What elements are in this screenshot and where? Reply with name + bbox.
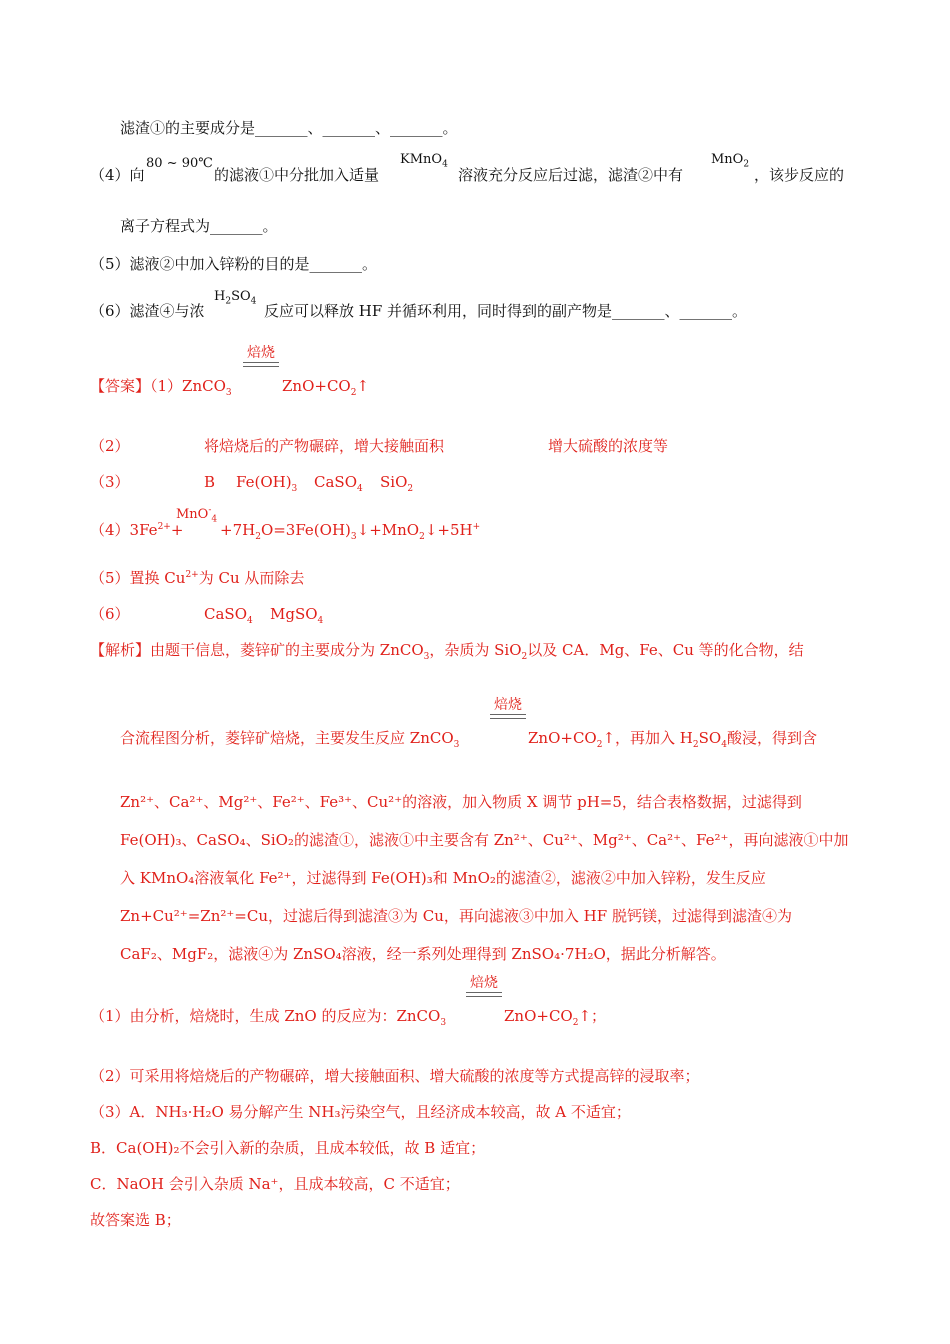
solution-3b: B．Ca(OH)₂不会引入新的杂质，且成本较低，故 B 适宜；: [90, 1139, 486, 1157]
q4-end: ，该步反应的: [754, 166, 845, 184]
q6-end: 反应可以释放 HF 并循环利用，同时得到的副产物是_______、_______。: [264, 302, 748, 320]
a4-sub3: 2: [419, 532, 425, 542]
p1b: ，杂质为 SiO: [429, 641, 522, 659]
q6-h: H: [214, 289, 226, 304]
answer-4-left: [90, 520, 183, 540]
analysis-line-4: Fe(OH)₃、CaSO₄、SiO₂的滤渣①，滤液①中主要含有 Zn²⁺、Cu²⁺、Mg²⁺、Ca²⁺、Fe²⁺，再向滤液①中加: [120, 831, 849, 849]
a3-sio-sub: 2: [407, 484, 414, 494]
a1-left: （1）ZnCO: [150, 377, 226, 395]
analysis-line-5: 入 KMnO₄溶液氧化 Fe²⁺，过滤得到 Fe(OH)₃和 MnO₂的滤渣②，滤液②中加入锌粉，发生反应: [120, 869, 766, 887]
a3-sio2: [380, 472, 413, 492]
a2-text2: 增大硫酸的浓度等: [548, 437, 669, 455]
analysis-line-6: Zn+Cu²⁺=Zn²⁺=Cu，过滤后得到滤渣③为 Cu，再向滤液③中加入 HF 脱钙镁，过滤得到滤渣④为: [120, 907, 792, 925]
a4-sub2: 3: [350, 532, 357, 542]
solution-3a: （3）A．NH₃·H₂O 易分解产生 NH₃污染空气，且经济成本较高，故 A 不适宜；: [90, 1103, 631, 1121]
q4-mid2: 溶液充分反应后过滤，滤渣②中有: [458, 166, 684, 184]
a3-num: （3）: [90, 473, 130, 491]
p1b-sub: 2: [521, 652, 528, 662]
q4-kmno4: [400, 151, 448, 169]
q3-text: 滤渣①的主要成分是_______、_______、_______。: [120, 119, 458, 137]
a2-num: （2）: [90, 437, 130, 455]
p2b: ZnO+CO: [528, 729, 597, 747]
s1-condition: [466, 976, 502, 997]
a4-mno-sub: 4: [211, 514, 218, 525]
a4-sub1: 2: [255, 532, 261, 542]
answer-1-right: [282, 376, 369, 396]
a6-caso-text: CaSO: [204, 605, 247, 623]
a3-caso-sub: 4: [357, 484, 363, 494]
s1c: ↑；: [578, 1007, 607, 1025]
solution-1-right: [504, 1006, 606, 1026]
answer-5: [90, 568, 304, 588]
p2d-sub: 4: [721, 740, 727, 750]
a4-sup2: +: [472, 522, 481, 532]
a4-rest4: ↓+5H: [424, 521, 473, 539]
s1-condition-text: 焙烧: [470, 975, 498, 991]
p1c: 以及 CA．Mg、Fe、Cu 等的化合物，结: [527, 641, 804, 659]
a4-plus: +: [170, 521, 184, 539]
q4-line2-text: 离子方程式为_______。: [120, 217, 278, 235]
q6-h-sub: 2: [225, 296, 232, 307]
q4-prefix: （4）向: [90, 166, 145, 184]
p2-condition-text: 焙烧: [494, 697, 522, 713]
analysis-tag: 【解析】: [90, 641, 151, 659]
p2b-sub: 2: [596, 740, 603, 750]
q4-mno2-sub: 2: [743, 159, 750, 170]
a4-mno-sup: -: [208, 505, 212, 516]
answer-4-right: [220, 520, 480, 540]
answer-1: [90, 376, 232, 396]
p1a: 由题干信息，菱锌矿的主要成分为 ZnCO: [150, 641, 424, 659]
q6-so-sub: 4: [250, 296, 257, 307]
solution-3c: C．NaOH 会引入杂质 Na⁺，且成本较高，C 不适宜；: [90, 1175, 460, 1193]
q4-kmno4-sub: 4: [442, 159, 448, 170]
question-3-residue-line: [120, 118, 458, 138]
a1-right-sub: 2: [350, 388, 357, 398]
analysis-line-2: [120, 728, 459, 748]
a6-num: （6）: [90, 605, 130, 623]
answer-tag: 【答案】: [90, 377, 151, 395]
a4-rest1: +7H: [220, 521, 256, 539]
a4-sup1: 2+: [157, 522, 171, 532]
a1-arrow: ↑: [356, 377, 370, 395]
s1a-sub: 3: [440, 1018, 447, 1028]
a3-sio-text: SiO: [380, 473, 408, 491]
a6-mgso4: [270, 604, 323, 624]
p2d: SO: [698, 729, 722, 747]
p1a-sub: 3: [423, 652, 430, 662]
q4-temperature: 80 ~ 90℃: [146, 156, 213, 171]
a4-mno-text: MnO: [176, 507, 209, 522]
a3-caso4: [314, 472, 363, 492]
p2c-sub: 2: [692, 740, 699, 750]
solution-2: （2）可采用将焙烧后的产物碾碎，增大接触面积、增大硫酸的浓度等方式提高锌的浸取率；: [90, 1067, 700, 1085]
a3-b: B: [204, 473, 216, 491]
a3-feoh-text: Fe(OH): [236, 473, 292, 491]
a1-left-sub: 3: [225, 388, 232, 398]
p2a-sub: 3: [453, 740, 460, 750]
analysis-line-7: CaF₂、MgF₂，滤液④为 ZnSO₄溶液，经一系列处理得到 ZnSO₄·7H₂O，据此分析解答。: [120, 945, 726, 963]
q6-prefix: （6）滤渣④与浓: [90, 302, 205, 320]
a1-right: ZnO+CO: [282, 377, 351, 395]
p2e: 酸浸，得到含: [726, 729, 817, 747]
p2-condition: [490, 698, 526, 719]
solution-1: [90, 1006, 446, 1026]
a4-mno4: [176, 506, 217, 524]
q5-text: （5）滤液②中加入锌粉的目的是_______。: [90, 255, 378, 273]
analysis-line-3: Zn²⁺、Ca²⁺、Mg²⁺、Fe²⁺、Fe³⁺、Cu²⁺的溶液，加入物质 X 调节 pH=5，结合表格数据，过滤得到: [120, 793, 802, 811]
q4-mno2: [711, 151, 749, 169]
q4-mid1: 的滤液①中分批加入适量: [214, 166, 380, 184]
analysis-line-1: [90, 640, 804, 660]
question-5: [90, 254, 377, 274]
a1-condition: [243, 346, 279, 367]
a6-mgso-text: MgSO: [270, 605, 318, 623]
q4-mno2-text: MnO: [711, 152, 744, 167]
s1b-sub: 2: [572, 1018, 579, 1028]
a6-caso-sub: 4: [247, 616, 253, 626]
a4-rest2: O=3Fe(OH): [260, 521, 351, 539]
a6-caso4: [204, 604, 253, 624]
a5-prefix: （5）置换 Cu: [90, 569, 186, 587]
a3-feoh-sub: 3: [291, 484, 298, 494]
a5-rest: 为 Cu 从而除去: [198, 569, 305, 587]
p2a: 合流程图分析，菱锌矿焙烧，主要发生反应 ZnCO: [120, 729, 454, 747]
q4-kmno4-text: KMnO: [400, 152, 443, 167]
q6-h2so4: [214, 288, 256, 306]
q6-so: SO: [231, 289, 251, 304]
a4-prefix: （4）3Fe: [90, 521, 158, 539]
solution-3d: 故答案选 B；: [90, 1211, 181, 1229]
a6-mgso-sub: 4: [317, 616, 324, 626]
a5-sup: 2+: [185, 570, 199, 580]
a1-condition-text: 焙烧: [247, 345, 275, 361]
p2c: ↑，再加入 H: [602, 729, 693, 747]
a4-rest3: ↓+MnO: [356, 521, 420, 539]
analysis-line-2-right: [528, 728, 817, 748]
s1a: （1）由分析，焙烧时，生成 ZnO 的反应为：ZnCO: [90, 1007, 441, 1025]
a2-text1: 将焙烧后的产物碾碎，增大接触面积: [204, 437, 445, 455]
q4-line2: [120, 216, 278, 236]
a3-caso-text: CaSO: [314, 473, 357, 491]
a3-feoh3: [236, 472, 297, 492]
s1b: ZnO+CO: [504, 1007, 573, 1025]
